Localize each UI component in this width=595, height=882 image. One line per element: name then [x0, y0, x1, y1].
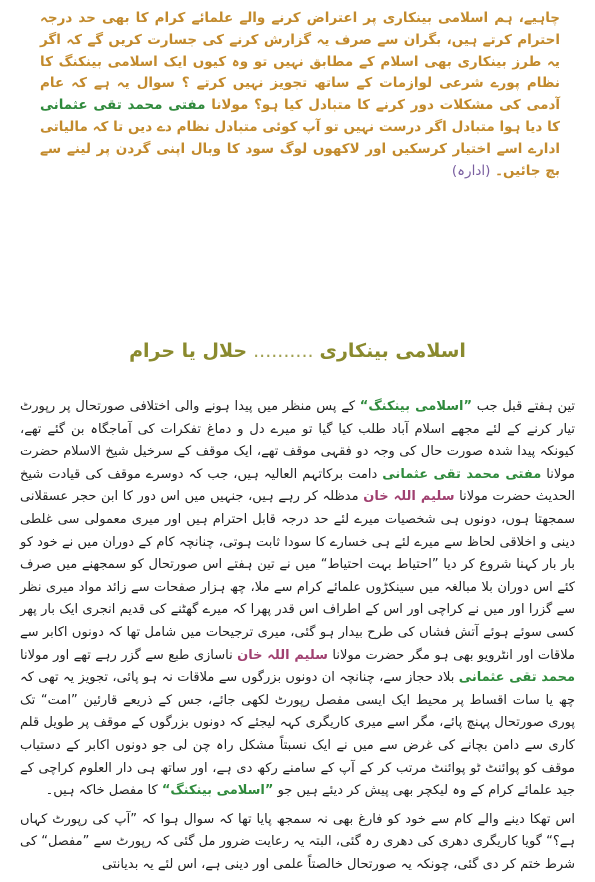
editor-note-text-1: چاہیے، ہم اسلامی بینکاری پر اعتراض کرنے والے علمائے کرام کا بھی حد درجہ احترام کرتے ہیں، بگران سے صرف یہ گزارش کرنے کی جسارت کریں گے کہ اگر یہ طرز بینکاری بھی اسلام کے مطابق نہیں تو وہ کیوں ایک اسلامی بینکنگ کا نظام پورے شرعی لوازمات کے ساتھ تجویز نہیں کرتے ؟ سوال یہ ہے کہ عام آدمی کی مشکلات دور کرنے کا متبادل کیا ہو؟ مولانا: [40, 10, 561, 114]
p1-text-a: تین ہفتے قبل جب: [476, 399, 575, 414]
p1-text-d: مدظلہ کر رہے ہیں، جنہیں میں اس دور کا ابن حجر عسقلانی سمجھتا ہوں، دونوں ہی شخصیات میرے لئے حد درجہ قابل احترام ہیں اور میری معمولی سی غلطی دینی و اخلاقی لحاظ سے میرے لئے ہی خسارے کا سودا ثابت ہوتی، چنانچہ کام کے دوران میں نے خود کو بار بار کہنا شروع کر دیا ”احتیاط بہت احتیاط“ میں نے تین ہفتے اس صورتحال کو سمجھنے میں صرف کئے اس دوران بلا مبالغہ میں سینکڑوں علمائے کرام سے ملا، چھ ہزار صفحات سے زائد مواد میری نظر سے گزرا اور میں نے کراچی اور اس کے اطراف اس قدر پھرا کہ میرے گھٹنے کی قدیم انجری ایک بار پھر کسی سوئے ہوئے آتش فشاں کی طرح بیدار ہو گئی، میری ترجیحات میں شامل تھا کہ دونوں اکابر سے ملاقات اور انٹرویو بھی ہو مگر حضرت مولانا: [20, 489, 575, 663]
body-paragraph-2: اس تھکا دینے والے کام سے خود کو فارغ بھی نہ سمجھ پایا تھا کہ سوال ہوا کہ ”آپ کی رپورٹ کہاں ہے؟“ گویا کاریگری دھری کی دھری رہ گئی، البتہ یہ رعایت ضرور مل گئی کہ رپورٹ سے ”مفصل“ کی شرط ختم کر دی گئی، چونکہ یہ صورتحال خالصتاً علمی اور دینی ہے، اس لئے یہ بدیانتی: [20, 811, 575, 872]
body-paragraph-1: [20, 396, 575, 803]
editor-note: [40, 8, 560, 182]
name-saleemullah-2: سلیم اللہ خان: [237, 647, 328, 663]
p1-text-c: دامت برکاتہم العالیہ ہیں، جب کہ دوسرے موقف کی قیادت شیخ الحدیث حضرت مولانا: [20, 466, 575, 505]
editor-note-text-2: کا دیا ہوا متبادل اگر درست نہیں تو آپ کوئی متبادل نظام دے دیں تا کہ مالیاتی ادارے اسے اختیار کرسکیں اور لاکھوں لوگ سود کا وبال اپنی گردن پر لینے سے بچ جائیں۔: [40, 118, 560, 179]
article-body: [20, 396, 575, 882]
p1-text-e: ناسازی طبع سے گزر رہے تھے اور مولانا: [20, 647, 233, 663]
heading-part-1: اسلامی بینکاری: [319, 340, 466, 362]
name-usmani: مفتی محمد تقی عثمانی: [382, 466, 542, 482]
editor-attribution: (ادارہ): [451, 162, 491, 179]
p1-text-g: کا مفصل خاکہ ہیں۔: [45, 783, 158, 799]
islamic-banking-term-2: ”اسلامی بینکنگ“: [161, 783, 274, 799]
islamic-banking-term: ”اسلامی بینکنگ“: [359, 399, 473, 414]
heading-dots: ..........: [253, 340, 314, 362]
name-usmani-2: محمد تقی عثمانی: [458, 670, 576, 686]
heading-part-2: حلال یا حرام: [129, 340, 248, 362]
editor-note-highlight-name: مفتی محمد تقی عثمانی: [40, 97, 206, 114]
p1-text-f: بلاد حجاز سے، چنانچہ ان دونوں بزرگوں سے ملاقات نہ ہو پائی، تجویز یہ تھی کہ چھ یا سات اقساط پر محیط ایک ایسی مفصل رپورٹ لکھی جائے، جس کے ذریعے قارئین ”امت“ تک پوری صورتحال پہنچ پائے، مگر اسے میری کاریگری کہہ لیجئے کہ دونوں بزرگوں کے موقف پر طویل قلم کاری سے دامن بچانے کی غرض سے میں نے ایک نسبتاً مشکل راہ چن لی جو دونوں اکابر کے دستیاب موقف کو پوائنٹ ٹو پوائنٹ مرتب کر کے آپ کے سامنے رکھ دی ہے، اور ساتھ ہی دار العلوم کراچی کے جید علمائے کرام کے وہ لیکچر بھی پیش کر دیئے ہیں جو: [20, 670, 575, 799]
article-heading: [0, 340, 595, 362]
name-saleemullah: سلیم اللہ خان: [363, 489, 455, 505]
p1-text-b: کے پس منظر میں پیدا ہونے والی اختلافی صورتحال پر رپورٹ تیار کرنے کے لئے مجھے اسلام آباد طلب کیا گیا تو میرے دل و دماغ تفکرات کی آماجگاہ بن گئے تھے، کیونکہ پیدا شدہ صورت حال کی وجہ دو فقہی موقف تھے، ایک موقف کے سرخیل شیخ الاسلام حضرت مولانا: [20, 399, 575, 482]
